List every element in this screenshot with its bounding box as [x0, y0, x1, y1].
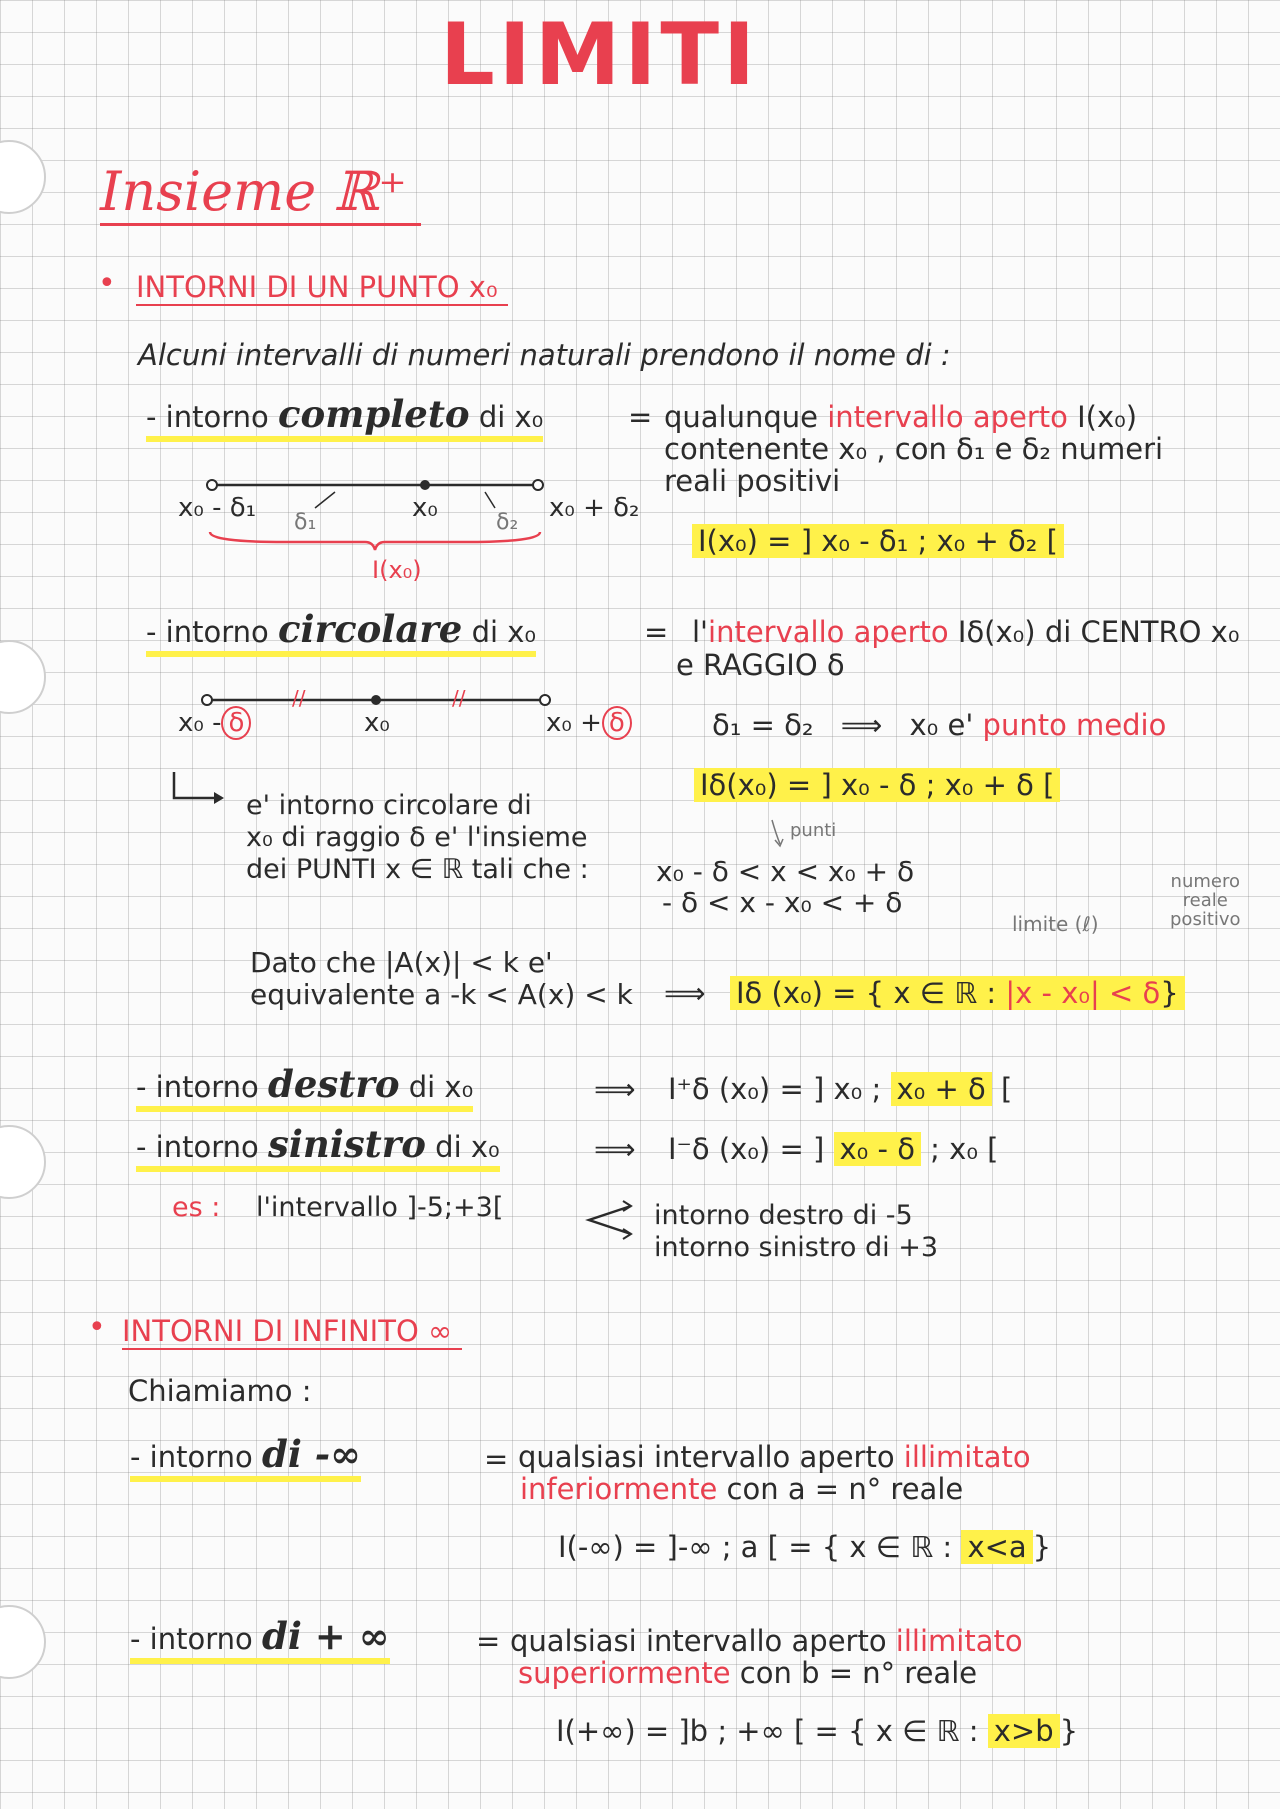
- punti-label: punti: [790, 820, 837, 841]
- dato-arrow: ⟹: [664, 976, 706, 1010]
- binder-hole: [0, 1605, 46, 1679]
- completo-desc-2: contenente x₀ , con δ₁ e δ₂ numeri: [664, 432, 1164, 466]
- circolare-desc-2: e RAGGIO δ: [676, 648, 845, 682]
- destro-arrow: ⟹: [594, 1072, 636, 1106]
- note-line-1: e' intorno circolare di: [246, 790, 532, 821]
- section-intro: Alcuni intervalli di numeri naturali prendono il nome di :: [138, 338, 951, 372]
- number-line-left-label: x₀ - δ₁: [178, 493, 257, 523]
- subtitle: Insieme ℝ⁺: [100, 160, 421, 226]
- completo-desc-1: qualunque intervallo aperto I(x₀): [664, 400, 1138, 434]
- binder-hole: [0, 640, 46, 714]
- circolare-left-label: x₀ - δ: [178, 708, 251, 738]
- meno-desc-2: inferiormente con a = n° reale: [520, 1472, 964, 1506]
- circolare-rule: δ₁ = δ₂ ⟹ x₀ e' punto medio: [712, 708, 1167, 742]
- completo-formula: I(x₀) = ] x₀ - δ₁ ; x₀ + δ₂ [: [692, 524, 1064, 558]
- inequality-2: - δ < x - x₀ < + δ: [662, 886, 903, 919]
- equals-sign: =: [484, 1442, 509, 1476]
- tick-mark: //: [452, 686, 466, 710]
- equals-sign: =: [476, 1624, 501, 1658]
- dato-line-2: equivalente a -k < A(x) < k: [250, 978, 633, 1011]
- delta2-label: δ₂: [496, 510, 519, 535]
- intorno-destro-line: - intorno destro di x₀: [136, 1062, 473, 1112]
- binder-hole: [0, 1125, 46, 1199]
- note-line-2: x₀ di raggio δ e' l'insieme: [246, 822, 588, 853]
- example-result-1: intorno destro di -5: [654, 1200, 913, 1231]
- section-heading: INTORNI DI INFINITO ∞: [122, 1314, 462, 1350]
- circolare-right-label: x₀ + δ: [546, 708, 632, 738]
- sinistro-formula: I⁻δ (x₀) = ] x₀ - δ ; x₀ [: [668, 1132, 999, 1166]
- page-title: LIMITI: [440, 5, 760, 105]
- dato-line-1: Dato che |A(x)| < k e': [250, 946, 553, 979]
- destro-formula: I⁺δ (x₀) = ] x₀ ; x₀ + δ [: [668, 1072, 1013, 1106]
- section-heading: INTORNI DI UN PUNTO x₀: [136, 270, 508, 306]
- intorno-piu-infinito-line: - intorno di + ∞: [130, 1614, 390, 1664]
- number-line-center-label: x₀: [412, 493, 438, 523]
- equals-sign: =: [644, 615, 669, 649]
- note-arrow-icon: [172, 770, 232, 810]
- example-text: l'intervallo ]-5;+3[: [256, 1192, 504, 1223]
- tick-mark: //: [292, 686, 306, 710]
- sinistro-arrow: ⟹: [594, 1132, 636, 1166]
- number-line-right-label: x₀ + δ₂: [549, 493, 640, 523]
- delta1-label: δ₁: [294, 510, 317, 535]
- circolare-set-formula: Iδ (x₀) = { x ∈ ℝ : |x - x₀| < δ}: [730, 976, 1185, 1010]
- piu-formula: I(+∞) = ]b ; +∞ [ = { x ∈ ℝ : x>b }: [556, 1714, 1079, 1748]
- piu-desc-1: qualsiasi intervallo aperto illimitato: [510, 1624, 1023, 1658]
- intorno-sinistro-line: - intorno sinistro di x₀: [136, 1122, 500, 1172]
- binder-hole: [0, 140, 46, 214]
- bullet: •: [88, 1310, 106, 1345]
- circolare-center-label: x₀: [364, 708, 390, 738]
- circolare-formula: Iδ(x₀) = ] x₀ - δ ; x₀ + δ [: [694, 768, 1060, 802]
- intorno-circolare-line: - intorno circolare di x₀: [146, 607, 536, 657]
- example-result-2: intorno sinistro di +3: [654, 1232, 939, 1263]
- circolare-desc-1: l'intervallo aperto Iδ(x₀) di CENTRO x₀: [692, 615, 1240, 649]
- equals-sign: =: [628, 400, 653, 434]
- section-intro: Chiamiamo :: [128, 1374, 312, 1408]
- piu-desc-2: superiormente con b = n° reale: [518, 1656, 978, 1690]
- example-label: es :: [172, 1192, 221, 1223]
- inequality-1: x₀ - δ < x < x₀ + δ: [656, 855, 915, 888]
- meno-desc-1: qualsiasi intervallo aperto illimitato: [518, 1440, 1031, 1474]
- meno-formula: I(-∞) = ]-∞ ; a [ = { x ∈ ℝ : x<a }: [558, 1530, 1052, 1564]
- intorno-meno-infinito-line: - intorno di -∞: [130, 1432, 361, 1482]
- brace-label: I(x₀): [372, 556, 422, 584]
- punti-arrow-icon: [768, 818, 788, 848]
- bullet: •: [98, 266, 116, 301]
- example-split-arrow-icon: [585, 1198, 635, 1242]
- limite-label: limite (ℓ): [1012, 912, 1099, 936]
- note-line-3: dei PUNTI x ∈ ℝ tali che :: [246, 854, 589, 885]
- completo-desc-3: reali positivi: [664, 464, 841, 498]
- intorno-completo-line: - intorno completo di x₀: [146, 392, 543, 442]
- numero-reale-label: numero reale positivo: [1170, 871, 1241, 930]
